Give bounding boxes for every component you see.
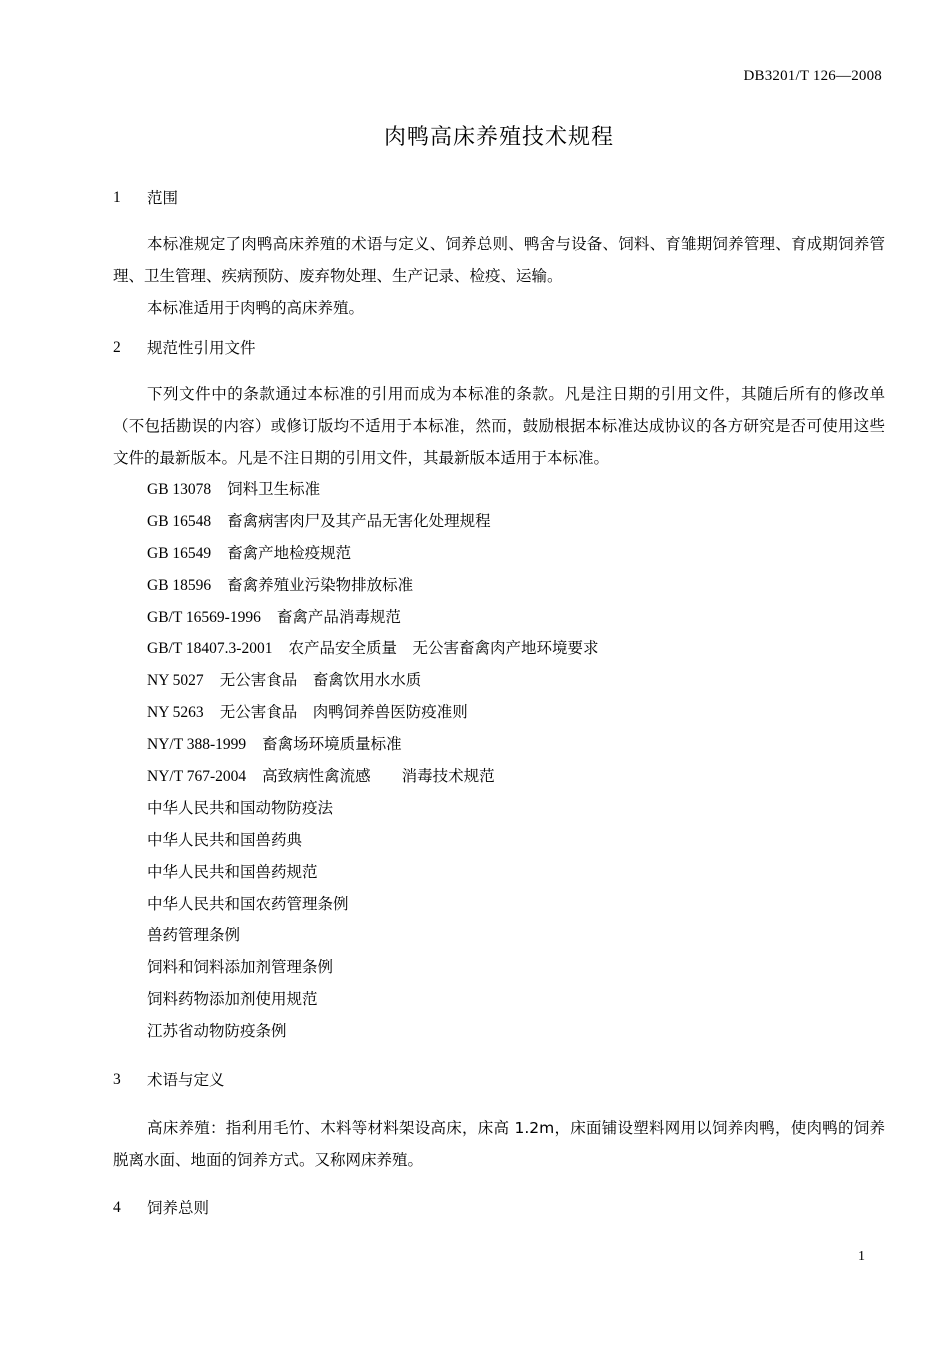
reference-item bbox=[113, 889, 885, 921]
reference-name: 农产品安全质量 无公害畜禽肉产地环境要求 bbox=[288, 639, 599, 658]
reference-name: 中华人民共和国兽药典 bbox=[147, 830, 303, 849]
reference-item bbox=[113, 474, 885, 506]
reference-code: NY/T 767-2004 bbox=[147, 768, 247, 786]
standard-code: DB3201/T 126—2008 bbox=[743, 68, 882, 84]
reference-code: GB 13078 bbox=[147, 481, 212, 498]
reference-code: NY/T 388-1999 bbox=[147, 736, 247, 754]
section-number: 2 bbox=[113, 339, 121, 356]
paragraph: 本标准规定了肉鸭高床养殖的术语与定义、饲养总则、鸭舍与设备、饲料、育雏期饲养管理、育成期饲养管理、卫生管理、疾病预防、废弃物处理、生产记录、检疫、运输。 bbox=[113, 235, 885, 285]
section-heading-normative-references bbox=[113, 336, 885, 360]
reference-name: 中华人民共和国动物防疫法 bbox=[147, 798, 334, 817]
reference-code: NY 5263 bbox=[147, 704, 204, 722]
reference-name: 畜禽病害肉尸及其产品无害化处理规程 bbox=[227, 511, 491, 530]
reference-item bbox=[113, 729, 885, 761]
section-title: 术语与定义 bbox=[147, 1071, 225, 1090]
document-body bbox=[113, 186, 885, 1220]
section-number: 4 bbox=[113, 1199, 121, 1217]
reference-code: NY 5027 bbox=[147, 672, 204, 690]
reference-code: GB 16549 bbox=[147, 544, 212, 562]
reference-name: 中华人民共和国农药管理条例 bbox=[147, 894, 349, 913]
section-heading-general-rules bbox=[113, 1196, 885, 1220]
reference-item bbox=[113, 538, 885, 570]
reference-item bbox=[113, 825, 885, 857]
reference-name: 饲料和饲料添加剂管理条例 bbox=[147, 958, 334, 977]
reference-code: GB 16548 bbox=[147, 512, 212, 530]
reference-name: 畜禽养殖业污染物排放标准 bbox=[227, 575, 414, 594]
paragraph: 下列文件中的条款通过本标准的引用而成为本标准的条款。凡是注日期的引用文件，其随后所有的修改单（不包括勘误的内容）或修订版均不适用于本标准，然而，鼓励根据本标准达成协议的各方研究是否可使用这些文件的最新版本。凡是不注日期的引用文件，其最新版本适用于本标准。 bbox=[113, 385, 885, 467]
reference-name: 江苏省动物防疫条例 bbox=[147, 1022, 287, 1041]
reference-name: 畜禽产地检疫规范 bbox=[227, 543, 352, 562]
reference-item bbox=[113, 920, 885, 952]
reference-name: 饲料卫生标准 bbox=[227, 480, 321, 498]
reference-name: 畜禽产品消毒规范 bbox=[276, 607, 401, 626]
paragraph: 高床养殖：指利用毛竹、木料等材料架设高床，床高 1.2m，床面铺设塑料网用以饲养肉鸭，使肉鸭的饲养脱离水面、地面的饲养方式。又称网床养殖。 bbox=[113, 1119, 885, 1170]
reference-code: GB 18596 bbox=[147, 576, 212, 594]
reference-item bbox=[113, 570, 885, 602]
reference-item bbox=[113, 761, 885, 793]
reference-name: 无公害食品 畜禽饮用水水质 bbox=[219, 671, 422, 690]
reference-item bbox=[113, 665, 885, 697]
reference-item bbox=[113, 1016, 885, 1048]
section-number: 1 bbox=[113, 189, 121, 206]
section-heading-scope bbox=[113, 186, 885, 210]
reference-item bbox=[113, 697, 885, 729]
reference-name: 兽药管理条例 bbox=[147, 926, 241, 945]
reference-item bbox=[113, 984, 885, 1016]
document-title: 肉鸭高床养殖技术规程 bbox=[383, 125, 614, 150]
section-title: 饲养总则 bbox=[147, 1199, 210, 1218]
reference-list bbox=[113, 474, 885, 1048]
reference-name: 饲料药物添加剂使用规范 bbox=[147, 990, 318, 1009]
reference-name: 无公害食品 肉鸭饲养兽医防疫准则 bbox=[219, 703, 468, 722]
paragraph: 本标准适用于肉鸭的高床养殖。 bbox=[147, 299, 365, 317]
reference-item bbox=[113, 633, 885, 665]
reference-item bbox=[113, 857, 885, 889]
reference-item bbox=[113, 506, 885, 538]
reference-code: GB/T 16569-1996 bbox=[147, 608, 261, 626]
page-number: 1 bbox=[858, 1249, 865, 1264]
reference-name: 中华人民共和国兽药规范 bbox=[147, 862, 318, 881]
reference-code: GB/T 18407.3-2001 bbox=[147, 640, 273, 658]
reference-name: 高致病性禽流感 消毒技术规范 bbox=[262, 767, 495, 786]
section-title: 规范性引用文件 bbox=[147, 339, 256, 357]
reference-item bbox=[113, 793, 885, 825]
reference-item bbox=[113, 952, 885, 984]
section-number: 3 bbox=[113, 1071, 121, 1089]
section-title: 范围 bbox=[147, 189, 179, 207]
reference-item bbox=[113, 602, 885, 634]
reference-name: 畜禽场环境质量标准 bbox=[262, 735, 402, 754]
section-heading-terms-definitions bbox=[113, 1068, 885, 1092]
